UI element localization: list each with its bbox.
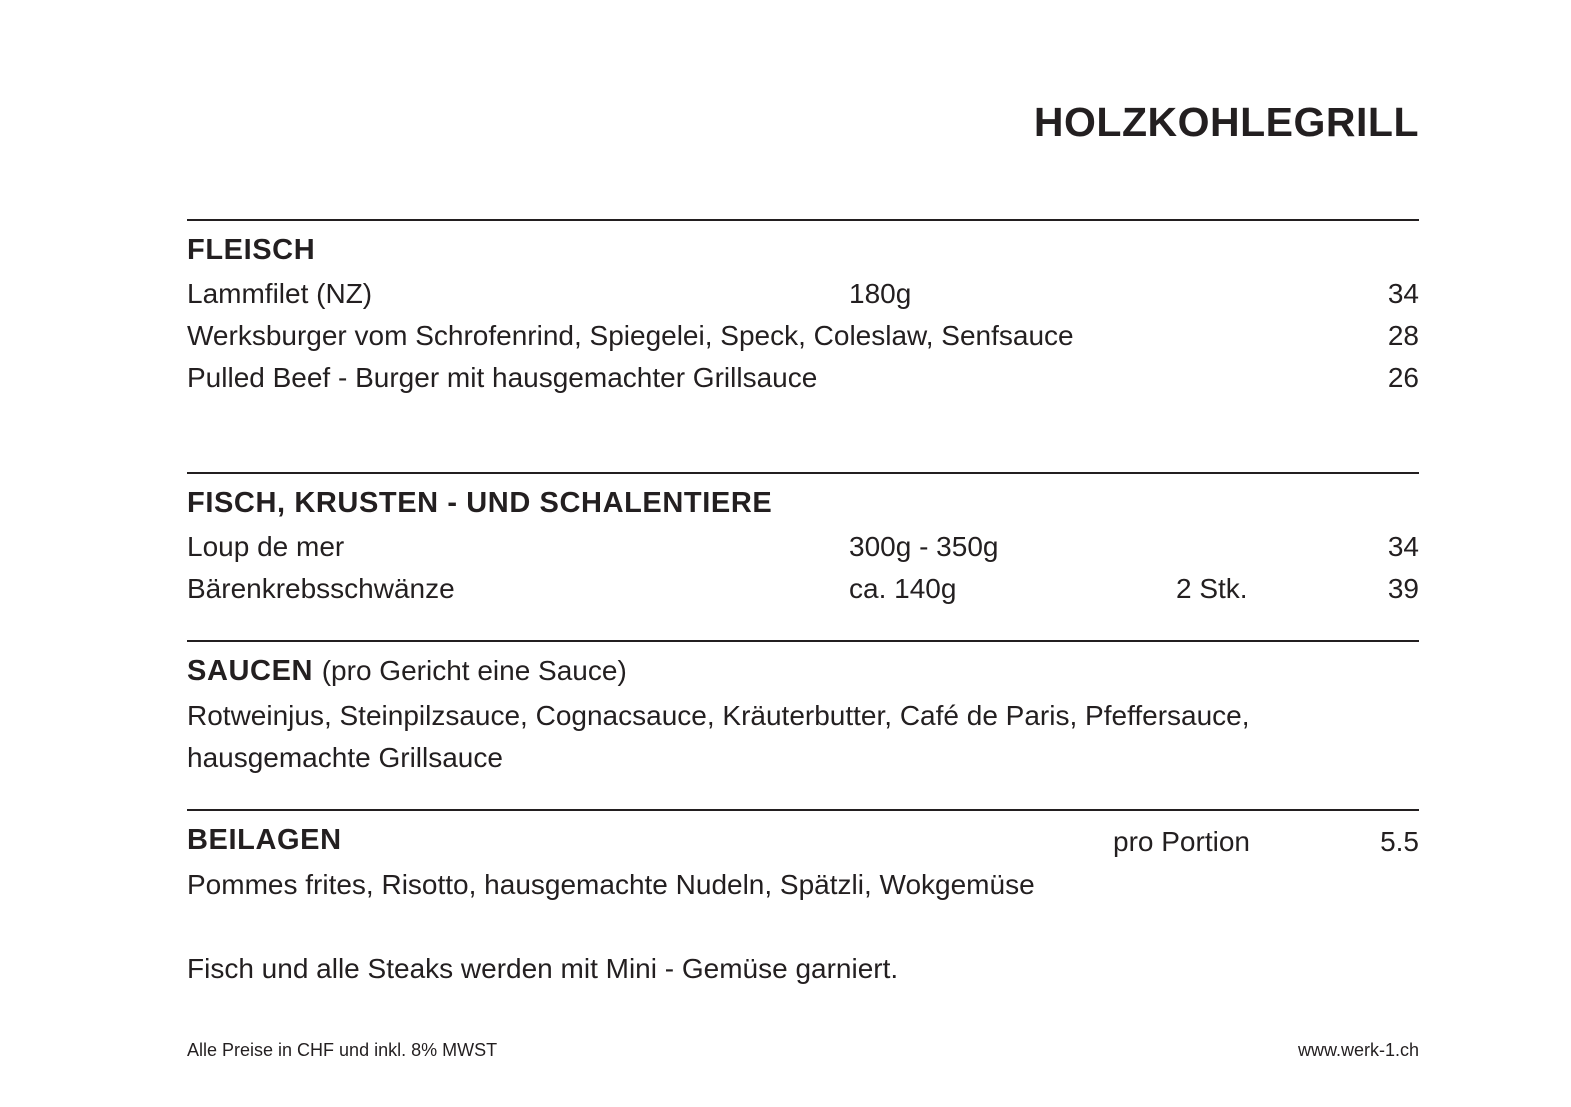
side-dish-list: Pommes frites, Risotto, hausgemachte Nudeln, Spätzli, Wokgemüse — [187, 869, 1035, 900]
menu-item — [187, 315, 1419, 357]
item-weight: 180g — [849, 278, 912, 309]
section-divider — [187, 472, 1419, 474]
menu-item — [187, 568, 1419, 610]
section-heading-saucen — [187, 653, 627, 689]
item-price: 26 — [1387, 362, 1419, 393]
side-price: 5.5 — [1380, 826, 1419, 857]
sauce-list-line: hausgemachte Grillsauce — [187, 742, 503, 773]
sauce-list-line: Rotweinjus, Steinpilzsauce, Cognacsauce, Kräuterbutter, Café de Paris, Pfeffersauce, — [187, 700, 1250, 731]
side-portion-label: pro Portion — [1113, 826, 1250, 857]
menu-item — [187, 526, 1419, 568]
section-heading-fleisch: FLEISCH — [187, 234, 316, 266]
section-divider — [187, 219, 1419, 221]
item-name: Lammfilet (NZ) — [187, 278, 373, 309]
item-quantity: 2 Stk. — [1176, 573, 1248, 604]
garnish-note: Fisch und alle Steaks werden mit Mini - Gemüse garniert. — [187, 953, 899, 984]
section-heading-note: (pro Gericht eine Sauce) — [321, 655, 627, 686]
item-price: 34 — [1387, 531, 1419, 562]
item-weight: 300g - 350g — [849, 531, 999, 562]
item-name: Loup de mer — [187, 531, 345, 562]
item-price: 28 — [1387, 320, 1419, 351]
price-note: Alle Preise in CHF und inkl. 8% MWST — [187, 1040, 498, 1060]
item-price: 34 — [1387, 278, 1419, 309]
item-name: Werksburger vom Schrofenrind, Spiegelei, Speck, Coleslaw, Senfsauce — [187, 320, 1074, 351]
menu-item — [187, 273, 1419, 315]
section-heading-label: SAUCEN — [187, 655, 314, 687]
section-divider — [187, 809, 1419, 811]
website-link[interactable]: www.werk-1.ch — [1297, 1040, 1419, 1060]
item-name: Bärenkrebsschwänze — [187, 573, 455, 604]
section-divider — [187, 640, 1419, 642]
page-title: HOLZKOHLEGRILL — [1033, 99, 1419, 145]
item-name: Pulled Beef - Burger mit hausgemachter Grillsauce — [187, 362, 818, 393]
section-heading-fisch: FISCH, KRUSTEN - UND SCHALENTIERE — [187, 487, 773, 519]
item-price: 39 — [1387, 573, 1419, 604]
section-heading-beilagen: BEILAGEN — [187, 824, 342, 856]
item-weight: ca. 140g — [849, 573, 957, 604]
menu-item — [187, 357, 1419, 399]
